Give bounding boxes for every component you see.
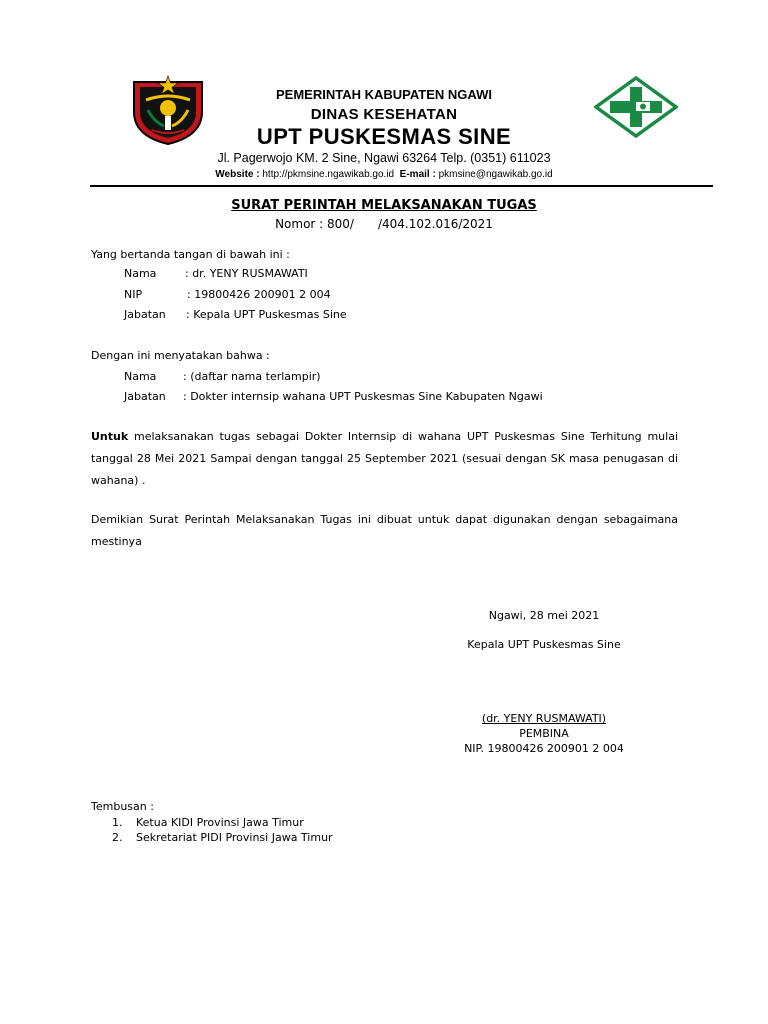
letterhead-divider <box>90 185 713 187</box>
letterhead-address: Jl. Pagerwojo KM. 2 Sine, Ngawi 63264 Telp. (0351) 611023 <box>217 151 551 165</box>
signature-place-date: Ngawi, 28 mei 2021 <box>488 609 600 622</box>
website-link[interactable]: http://pkmsine.ngawikab.go.id <box>262 169 395 180</box>
list-item <box>112 830 333 845</box>
list-item <box>112 815 333 830</box>
assignee-position-value: : Dokter internsip wahana UPT Puskesmas Sine Kabupaten Ngawi <box>183 390 543 403</box>
signer-intro: Yang bertanda tangan di bawah ini : <box>91 248 290 261</box>
cc-list <box>112 815 333 845</box>
signer-nip-label: NIP <box>124 288 143 301</box>
statement-intro: Dengan ini menyatakan bahwa : <box>91 349 270 362</box>
signature-position: Kepala UPT Puskesmas Sine <box>467 638 621 651</box>
cc-label: Tembusan : <box>91 800 154 813</box>
purpose-paragraph <box>91 426 678 492</box>
document-number-prefix: Nomor : 800/ <box>275 217 354 231</box>
letterhead-organization: UPT PUSKESMAS SINE <box>256 124 512 149</box>
website-label: Website : <box>215 169 260 180</box>
email-link[interactable]: pkmsine@ngawikab.go.id <box>438 169 553 180</box>
letterhead-contact <box>0 169 768 180</box>
signer-name-label: Nama <box>124 267 157 280</box>
signature-name: (dr. YENY RUSMAWATI) <box>481 712 607 725</box>
letterhead-department: DINAS KESEHATAN <box>310 106 458 123</box>
closing-paragraph: Demikian Surat Perintah Melaksanakan Tugas ini dibuat untuk dapat digunakan dengan sebagaimana mestinya <box>91 513 678 548</box>
email-label: E-mail : <box>399 169 436 180</box>
signer-nip-value: : 19800426 200901 2 004 <box>187 288 331 301</box>
document-number <box>0 217 768 231</box>
cc-recipient: Ketua KIDI Provinsi Jawa Timur <box>136 816 304 829</box>
assignee-name-value: : (daftar nama terlampir) <box>183 370 321 383</box>
assignee-position-label: Jabatan <box>124 390 166 403</box>
signature-name-line <box>450 712 638 725</box>
assignee-name-label: Nama <box>124 370 157 383</box>
signature-nip: NIP. 19800426 200901 2 004 <box>464 742 624 755</box>
cc-number: 1. <box>112 816 123 829</box>
cc-number: 2. <box>112 831 123 844</box>
purpose-lead: Untuk <box>91 430 129 443</box>
purpose-text: melaksanakan tugas sebagai Dokter Internsip di wahana UPT Puskesmas Sine Terhitung mulai tanggal 28 Mei 2021 Sampai dengan tanggal 25 September 2021 (sesuai dengan SK masa penugasan di wahana) . <box>91 430 678 487</box>
letterhead-government: PEMERINTAH KABUPATEN NGAWI <box>276 87 492 102</box>
signer-name-value: : dr. YENY RUSMAWATI <box>185 267 308 280</box>
document-number-suffix: /404.102.016/2021 <box>377 217 493 231</box>
cc-recipient: Sekretariat PIDI Provinsi Jawa Timur <box>136 831 333 844</box>
signer-position-label: Jabatan <box>124 308 166 321</box>
signer-position-value: : Kepala UPT Puskesmas Sine <box>186 308 347 321</box>
document-title: SURAT PERINTAH MELAKSANAKAN TUGAS <box>231 198 537 213</box>
signature-rank: PEMBINA <box>519 727 569 740</box>
